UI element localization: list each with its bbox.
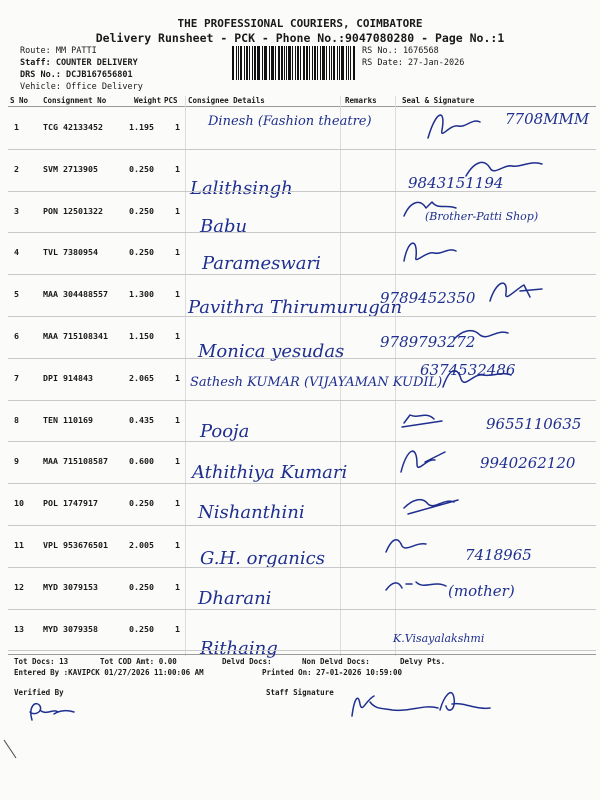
- delivery-signature: [380, 564, 470, 604]
- runsheet-title: Delivery Runsheet - PCK - Phone No.:9047080280 - Page No.:1: [95, 31, 505, 45]
- verifier-signature: [10, 696, 80, 726]
- row-divider: [8, 483, 596, 484]
- delivery-note: 9940262120: [480, 454, 576, 473]
- row-sno: 11: [14, 540, 24, 550]
- consignment-number: MYD 3079153: [43, 581, 98, 592]
- delivery-note: (Brother-Patti Shop): [425, 209, 539, 223]
- pieces: 1: [175, 456, 180, 467]
- weight: 0.250: [129, 205, 154, 216]
- consignment-number: MYD 3079358: [43, 623, 98, 634]
- rs-number: RS No.: 1676568: [362, 46, 439, 56]
- row-divider: [8, 232, 596, 233]
- weight: 1.150: [129, 331, 154, 341]
- page-mark: [0, 736, 30, 786]
- total-docs: Tot Docs: 13: [14, 657, 69, 666]
- consignee-name: G.H. organics: [200, 548, 325, 569]
- delivery-note: 7708MMM: [505, 110, 590, 128]
- non-delivered-docs: Non Delvd Docs:: [302, 657, 370, 666]
- delivery-note: 9655110635: [486, 414, 582, 433]
- delivery-note: 7418965: [465, 546, 532, 564]
- col-consignee: Consignee Details: [188, 96, 265, 105]
- delivery-note: K.Visayalakshmi: [393, 631, 485, 645]
- weight: 0.600: [129, 456, 154, 467]
- consignee-name: Rithaing: [200, 637, 278, 659]
- row-sno: 5: [14, 289, 19, 300]
- staff-signature: [340, 680, 500, 726]
- delivery-signature: [398, 229, 488, 269]
- weight: 1.300: [129, 289, 154, 300]
- consignee-name: Sathesh KUMAR (VIJAYAMAN KUDIL): [190, 374, 443, 390]
- delivery-signature: [380, 522, 470, 562]
- weight: 0.435: [129, 414, 154, 425]
- consignment-number: MAA 715108587: [43, 456, 108, 467]
- entered-by: Entered By :KAVIPCK 01/27/2026 11:00:06 AM: [14, 668, 204, 677]
- footer-rule: [8, 654, 596, 655]
- pieces: 1: [175, 289, 180, 300]
- row-sno: 8: [14, 414, 19, 425]
- col-pcs: PCS: [164, 96, 178, 105]
- consignment-number: MAA 715108341: [43, 331, 108, 341]
- consignee-name: Monica yesudas: [198, 341, 345, 362]
- row-divider: [8, 609, 596, 610]
- consignee-name: Pooja: [200, 420, 250, 442]
- route: Route: MM PATTI: [20, 46, 97, 56]
- consignee-name: Dinesh (Fashion theatre): [208, 114, 372, 129]
- row-divider: [8, 567, 596, 568]
- consignee-name: Pavithra Thirumurugan: [188, 297, 403, 319]
- row-sno: 7: [14, 372, 19, 383]
- consignment-number: VPL 953676501: [43, 540, 108, 550]
- row-sno: 3: [14, 205, 19, 216]
- pieces: 1: [175, 540, 180, 550]
- delivery-note: (mother): [448, 581, 515, 600]
- consignment-number: MAA 304488557: [43, 289, 108, 300]
- consignment-number: POL 1747917: [43, 498, 98, 509]
- pieces: 1: [175, 623, 180, 634]
- col-weight: Weight: [134, 96, 162, 105]
- weight: 1.195: [129, 122, 154, 132]
- col-remarks: Remarks: [345, 96, 377, 105]
- delivery-signature: [460, 146, 550, 186]
- table-row: [0, 610, 600, 651]
- consignment-number: TCG 42133452: [43, 122, 103, 132]
- delivery-signature: [398, 480, 488, 520]
- consignee-name: Babu: [200, 215, 248, 237]
- delivery-signature: [448, 313, 538, 353]
- verified-by-label: Verified By: [14, 688, 64, 697]
- consignment-number: SVM 2713905: [43, 163, 98, 174]
- rs-date: RS Date: 27-Jan-2026: [362, 58, 465, 68]
- delivery-signature: [480, 271, 570, 311]
- pieces: 1: [175, 581, 180, 592]
- pieces: 1: [175, 205, 180, 216]
- weight: 0.250: [129, 498, 154, 509]
- pieces: 1: [175, 372, 180, 383]
- printed-on: Printed On: 27-01-2026 10:59:00: [262, 668, 402, 677]
- consignee-name: Parameswari: [202, 253, 321, 275]
- row-sno: 9: [14, 456, 19, 467]
- consignment-number: TVL 7380954: [43, 247, 98, 258]
- weight: 2.005: [129, 540, 154, 550]
- weight: 0.250: [129, 163, 154, 174]
- row-sno: 1: [14, 122, 19, 132]
- consignment-number: PON 12501322: [43, 205, 103, 216]
- consignee-name: Athithiya Kumari: [192, 462, 348, 484]
- pieces: 1: [175, 122, 180, 132]
- staff-signature-label: Staff Signature: [266, 688, 334, 697]
- weight: 0.250: [129, 247, 154, 258]
- company-name: THE PROFESSIONAL COURIERS, COIMBATORE: [177, 17, 423, 30]
- drs-number: DRS No.: DCJB167656801: [20, 70, 133, 80]
- delivery-signature: [420, 104, 510, 144]
- col-sno: S No: [10, 96, 29, 105]
- vehicle: Vehicle: Office Delivery: [20, 82, 143, 92]
- col-consignment: Consignment No: [43, 96, 107, 105]
- row-sno: 12: [14, 581, 24, 592]
- weight: 0.250: [129, 623, 154, 634]
- row-divider: [8, 441, 596, 442]
- delivery-signature: [435, 355, 525, 395]
- delivery-note: 9789793272: [380, 333, 476, 351]
- delivery-note: 9789452350: [380, 289, 476, 308]
- row-divider: [8, 525, 596, 526]
- row-sno: 4: [14, 247, 19, 258]
- pieces: 1: [175, 331, 180, 341]
- row-divider: [8, 191, 596, 192]
- total-cod: Tot COD Amt: 0.00: [100, 657, 177, 666]
- row-sno: 6: [14, 331, 19, 341]
- delivered-docs: Delvd Docs:: [222, 657, 272, 666]
- pieces: 1: [175, 247, 180, 258]
- row-sno: 10: [14, 498, 24, 509]
- col-seal: Seal & Signature: [402, 96, 475, 105]
- delivery-points: Delvy Pts.: [400, 657, 446, 666]
- row-sno: 13: [14, 623, 24, 634]
- delivery-note: 9843151194: [408, 173, 504, 192]
- consignment-number: TEN 110169: [43, 414, 93, 425]
- pieces: 1: [175, 163, 180, 174]
- row-sno: 2: [14, 163, 19, 174]
- pieces: 1: [175, 414, 180, 425]
- delivery-signature: [398, 188, 488, 228]
- staff: Staff: COUNTER DELIVERY: [20, 58, 138, 68]
- weight: 0.250: [129, 581, 154, 592]
- consignee-name: Dharani: [198, 587, 272, 609]
- barcode: [232, 46, 356, 80]
- row-divider: [8, 650, 596, 651]
- pieces: 1: [175, 498, 180, 509]
- weight: 2.065: [129, 372, 154, 383]
- consignee-name: Lalithsingh: [190, 177, 293, 199]
- delivery-signature: [395, 438, 485, 478]
- consignment-number: DPI 914843: [43, 372, 93, 383]
- delivery-signature: [398, 397, 488, 437]
- consignee-name: Nishanthini: [198, 502, 305, 524]
- row-divider: [8, 400, 596, 401]
- delivery-note: 6374532486: [420, 360, 516, 379]
